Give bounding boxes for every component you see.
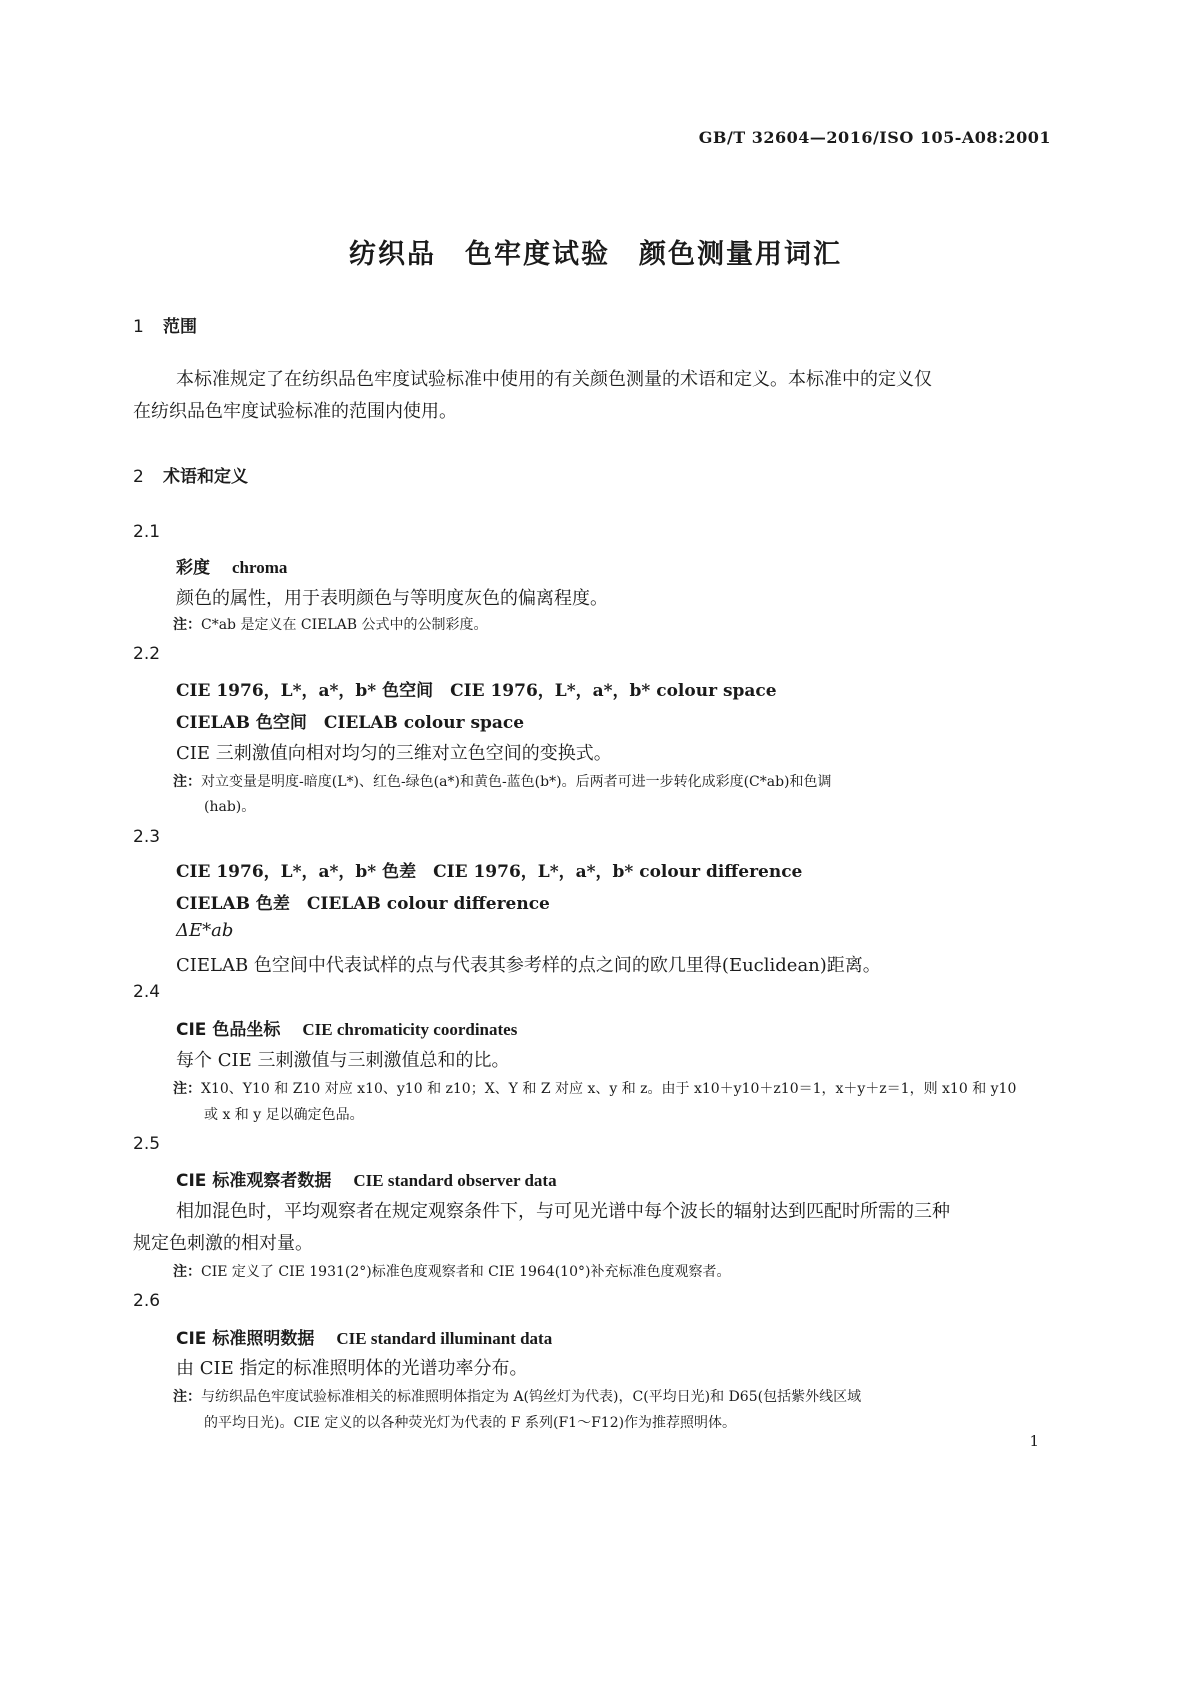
note xyxy=(173,1384,861,1410)
note-text: 与纺织品色牢度试验标准相关的标准照明体指定为 A(钨丝灯为代表)，C(平均日光)和 D65(包括紫外线区域 xyxy=(201,1389,862,1405)
note-continuation: (hab)。 xyxy=(204,799,256,815)
term-chinese: CIE 标准照明数据 xyxy=(176,1329,315,1349)
term-chinese: CIE 标准观察者数据 xyxy=(176,1171,332,1191)
term-heading xyxy=(176,1324,552,1349)
note-text: CIE 定义了 CIE 1931(2°)标准色度观察者和 CIE 1964(10°)补充标准色度观察者。 xyxy=(201,1264,731,1280)
note-label: 注： xyxy=(173,774,201,790)
note-text: C*ab 是定义在 CIELAB 公式中的公制彩度。 xyxy=(201,617,488,633)
term-english: CIE standard observer data xyxy=(353,1171,557,1190)
term-heading xyxy=(176,1166,557,1191)
scope-paragraph-line-1: 本标准规定了在纺织品色牢度试验标准中使用的有关颜色测量的术语和定义。本标准中的定义仅 xyxy=(176,369,932,390)
note-label: 注： xyxy=(173,1264,201,1280)
definition: 颜色的属性，用于表明颜色与等明度灰色的偏离程度。 xyxy=(176,588,608,609)
term-chinese: CIE 色品坐标 xyxy=(176,1020,281,1040)
section-1-heading xyxy=(133,312,197,337)
clause-number: 2.6 xyxy=(133,1291,161,1311)
clause-number: 2.1 xyxy=(133,522,161,542)
standard-code: GB/T 32604—2016/ISO 105-A08:2001 xyxy=(698,128,1051,147)
clause-number: 2.5 xyxy=(133,1134,161,1154)
page-number: 1 xyxy=(1029,1432,1039,1450)
note xyxy=(173,769,832,795)
scope-paragraph-line-2: 在纺织品色牢度试验标准的范围内使用。 xyxy=(133,401,457,422)
term-english: CIE chromaticity coordinates xyxy=(302,1020,518,1039)
note-label: 注： xyxy=(173,1081,201,1097)
note-text: 对立变量是明度-暗度(L*)、红色-绿色(a*)和黄色-蓝色(b*)。后两者可进一步转化成彩度(C*ab)和色调 xyxy=(201,774,832,790)
definition: CIELAB 色空间中代表试样的点与代表其参考样的点之间的欧几里得(Euclidean)距离。 xyxy=(176,955,881,976)
note xyxy=(173,612,488,638)
term-english: CIE standard illuminant data xyxy=(336,1329,553,1348)
note-continuation: 或 x 和 y 足以确定色品。 xyxy=(204,1107,364,1123)
clause-number: 2.4 xyxy=(133,982,161,1002)
definition-line-1: 相加混色时，平均观察者在规定观察条件下，与可见光谱中每个波长的辐射达到匹配时所需的三种 xyxy=(176,1201,950,1222)
definition: CIE 三刺激值向相对均匀的三维对立色空间的变换式。 xyxy=(176,743,612,764)
clause-number: 2.2 xyxy=(133,644,161,664)
note xyxy=(173,1259,730,1285)
term-heading-alt: CIELAB 色差 CIELAB colour difference xyxy=(176,894,550,914)
term-heading: CIE 1976，L*，a*，b* 色空间 CIE 1976，L*，a*，b* colour space xyxy=(176,681,777,701)
section-1-number: 1 xyxy=(133,317,144,337)
clause-number: 2.3 xyxy=(133,827,161,847)
definition-line-2: 规定色刺激的相对量。 xyxy=(133,1233,313,1254)
note-continuation: 的平均日光)。CIE 定义的以各种荧光灯为代表的 F 系列(F1～F12)作为推荐照明体。 xyxy=(204,1415,737,1431)
term-heading: CIE 1976，L*，a*，b* 色差 CIE 1976，L*，a*，b* colour difference xyxy=(176,862,803,882)
section-2-heading xyxy=(133,462,248,487)
note xyxy=(173,1076,1016,1102)
document-title: 纺织品 色牢度试验 颜色测量用词汇 xyxy=(349,239,842,270)
term-chinese: 彩度 xyxy=(176,558,210,578)
section-2-title: 术语和定义 xyxy=(163,467,248,487)
note-label: 注： xyxy=(173,1389,201,1405)
term-heading xyxy=(176,553,287,578)
term-heading-alt: CIELAB 色空间 CIELAB colour space xyxy=(176,713,525,733)
note-text: X10、Y10 和 Z10 对应 x10、y10 和 z10；X、Y 和 Z 对应 x、y 和 z。由于 x10＋y10＋z10＝1，x＋y＋z＝1，则 x10 和 y10 xyxy=(201,1081,1017,1097)
section-2-number: 2 xyxy=(133,467,144,487)
section-1-title: 范围 xyxy=(163,317,197,337)
definition: 由 CIE 指定的标准照明体的光谱功率分布。 xyxy=(176,1358,528,1379)
term-heading xyxy=(176,1015,517,1040)
term-english: chroma xyxy=(232,558,288,577)
definition: 每个 CIE 三刺激值与三刺激值总和的比。 xyxy=(176,1050,510,1071)
term-symbol: ΔE*ab xyxy=(176,920,234,941)
note-label: 注： xyxy=(173,617,201,633)
